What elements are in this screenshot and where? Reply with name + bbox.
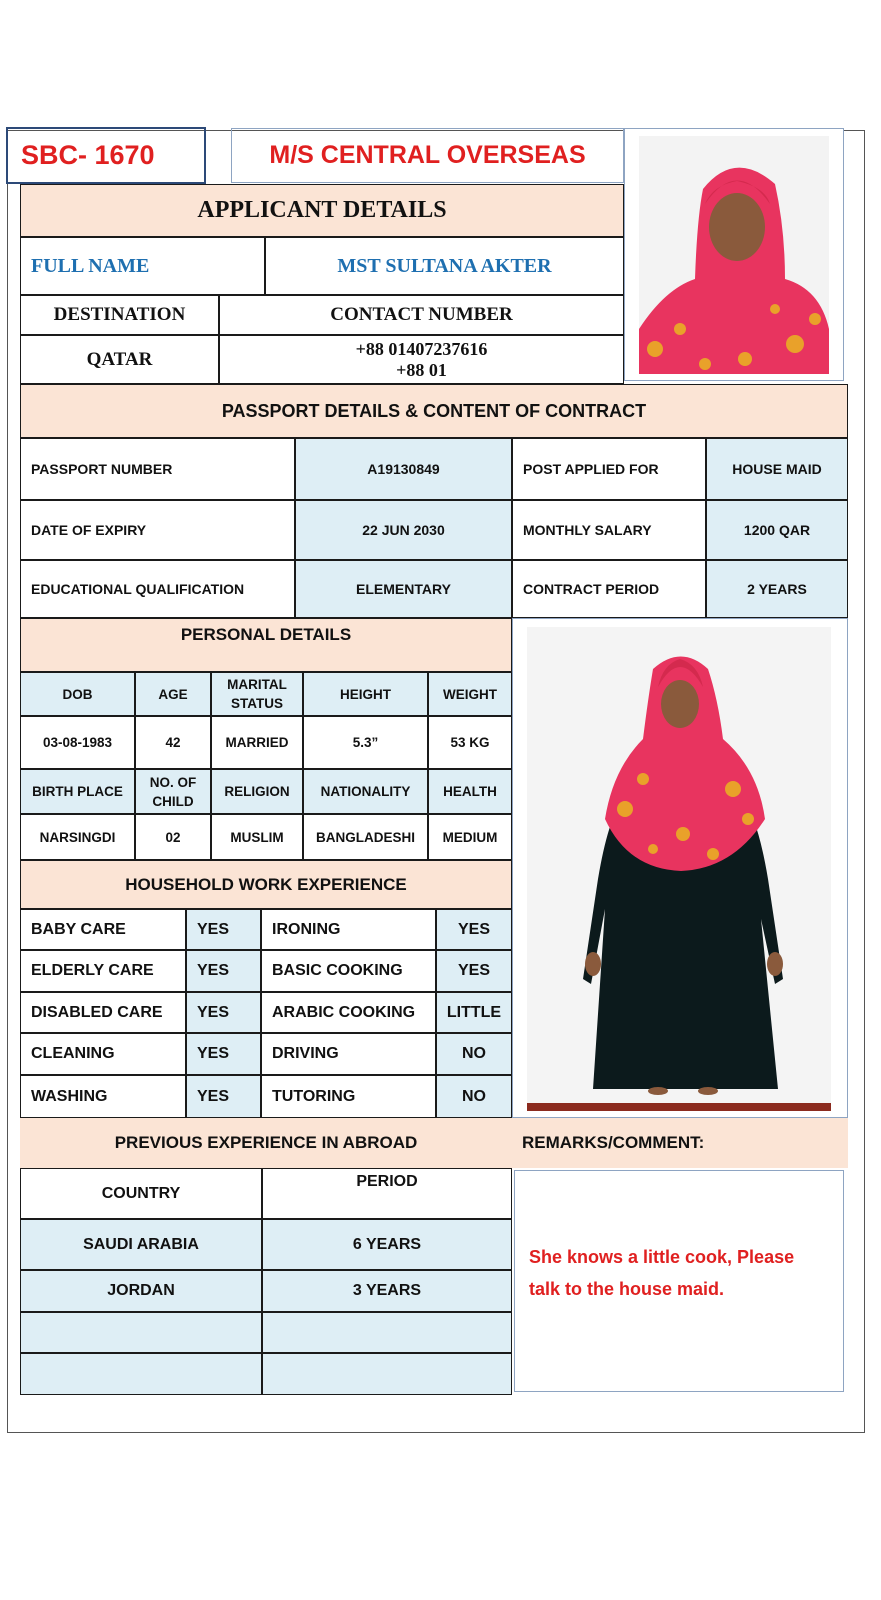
household-task-5b: TUTORING <box>261 1075 436 1118</box>
household-value-3b: LITTLE <box>436 992 512 1033</box>
contract-period-value: 2 YEARS <box>706 560 848 618</box>
passport-number-value: A19130849 <box>295 438 512 500</box>
weight-value: 53 KG <box>428 716 512 769</box>
remarks-label: REMARKS/COMMENT: <box>512 1118 848 1168</box>
remarks-box <box>514 1170 844 1392</box>
household-task-5a: WASHING <box>20 1075 186 1118</box>
nationality-value: BANGLADESHI <box>303 814 428 860</box>
education-label: EDUCATIONAL QUALIFICATION <box>20 560 295 618</box>
marital-label-line2: STATUS <box>231 696 283 711</box>
children-label-line1: NO. OF <box>149 774 197 790</box>
children-value: 02 <box>135 814 211 860</box>
dob-label: DOB <box>20 672 135 716</box>
remarks-line-1: She knows a little cook, Please <box>529 1247 795 1267</box>
household-task-1b: IRONING <box>261 909 436 950</box>
full-name-label: FULL NAME <box>20 237 265 295</box>
marital-label-line1: MARITAL <box>227 677 287 692</box>
abroad-experience-title: PREVIOUS EXPERIENCE IN ABROAD <box>20 1118 512 1168</box>
household-experience-title: HOUSEHOLD WORK EXPERIENCE <box>20 860 512 909</box>
reference-code: SBC- 1670 <box>6 127 206 184</box>
abroad-country-2: JORDAN <box>20 1270 262 1312</box>
no-of-child-label <box>135 769 211 814</box>
monthly-salary-value: 1200 QAR <box>706 500 848 560</box>
religion-label: RELIGION <box>211 769 303 814</box>
abroad-empty-country-4 <box>20 1353 262 1395</box>
remarks-line-2: talk to the house maid. <box>529 1279 725 1299</box>
household-task-2b: BASIC COOKING <box>261 950 436 992</box>
birth-place-value: NARSINGDI <box>20 814 135 860</box>
expiry-value: 22 JUN 2030 <box>295 500 512 560</box>
full-name-value: MST SULTANA AKTER <box>265 237 624 295</box>
household-task-4a: CLEANING <box>20 1033 186 1075</box>
marital-status-value: MARRIED <box>211 716 303 769</box>
destination-value: QATAR <box>20 335 219 384</box>
destination-label: DESTINATION <box>20 295 219 335</box>
health-value: MEDIUM <box>428 814 512 860</box>
abroad-country-1: SAUDI ARABIA <box>20 1219 262 1270</box>
household-value-3a: YES <box>186 992 261 1033</box>
household-task-3b: ARABIC COOKING <box>261 992 436 1033</box>
household-value-4b: NO <box>436 1033 512 1075</box>
period-column-header: PERIOD <box>262 1168 512 1219</box>
post-applied-value: HOUSE MAID <box>706 438 848 500</box>
household-value-2b: YES <box>436 950 512 992</box>
household-value-4a: YES <box>186 1033 261 1075</box>
abroad-empty-period-4 <box>262 1353 512 1395</box>
marital-status-label <box>211 672 303 716</box>
age-value: 42 <box>135 716 211 769</box>
dob-value: 03-08-1983 <box>20 716 135 769</box>
abroad-period-2: 3 YEARS <box>262 1270 512 1312</box>
household-value-1a: YES <box>186 909 261 950</box>
weight-label: WEIGHT <box>428 672 512 716</box>
nationality-label: NATIONALITY <box>303 769 428 814</box>
full-body-photo <box>512 618 848 1118</box>
age-label: AGE <box>135 672 211 716</box>
birth-place-label: BIRTH PLACE <box>20 769 135 814</box>
abroad-empty-country-3 <box>20 1312 262 1353</box>
household-value-2a: YES <box>186 950 261 992</box>
full-body-photo-image <box>513 619 848 1118</box>
children-label-line2: CHILD <box>152 793 194 809</box>
abroad-period-1: 6 YEARS <box>262 1219 512 1270</box>
household-value-5a: YES <box>186 1075 261 1118</box>
personal-details-title: PERSONAL DETAILS <box>20 618 512 672</box>
contact-number-value <box>219 335 624 384</box>
post-applied-label: POST APPLIED FOR <box>512 438 706 500</box>
religion-value: MUSLIM <box>211 814 303 860</box>
abroad-empty-period-3 <box>262 1312 512 1353</box>
portrait-photo-image <box>625 129 844 381</box>
household-value-1b: YES <box>436 909 512 950</box>
height-value: 5.3” <box>303 716 428 769</box>
contract-period-label: CONTRACT PERIOD <box>512 560 706 618</box>
height-label: HEIGHT <box>303 672 428 716</box>
education-value: ELEMENTARY <box>295 560 512 618</box>
health-label: HEALTH <box>428 769 512 814</box>
passport-section-title: PASSPORT DETAILS & CONTENT OF CONTRACT <box>20 384 848 438</box>
portrait-photo <box>624 128 844 381</box>
passport-number-label: PASSPORT NUMBER <box>20 438 295 500</box>
expiry-label: DATE OF EXPIRY <box>20 500 295 560</box>
contact-number-1: +88 01407237616 <box>355 338 488 359</box>
household-task-4b: DRIVING <box>261 1033 436 1075</box>
applicant-details-title: APPLICANT DETAILS <box>20 184 624 237</box>
household-value-5b: NO <box>436 1075 512 1118</box>
contact-number-label: CONTACT NUMBER <box>219 295 624 335</box>
agency-name: M/S CENTRAL OVERSEAS <box>231 128 624 183</box>
household-task-2a: ELDERLY CARE <box>20 950 186 992</box>
household-task-1a: BABY CARE <box>20 909 186 950</box>
household-task-3a: DISABLED CARE <box>20 992 186 1033</box>
contact-number-2: +88 01 <box>396 359 447 380</box>
country-column-header: COUNTRY <box>20 1168 262 1219</box>
monthly-salary-label: MONTHLY SALARY <box>512 500 706 560</box>
